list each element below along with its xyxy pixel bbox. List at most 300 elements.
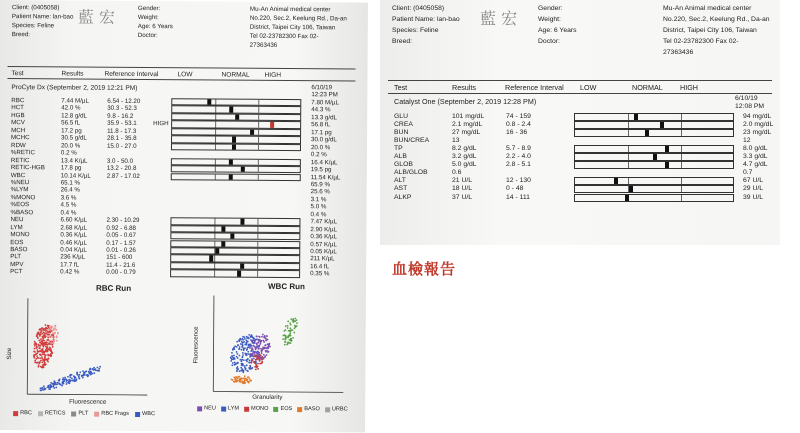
test-result: 4.5 % [60,201,77,209]
scatter-point [289,333,291,335]
legend-swatch [197,406,202,411]
clinic-fax: 27363436 [663,49,694,56]
test-result: 2.68 K/µL [60,224,88,232]
rbc-y-label: Size [5,347,14,360]
scatter-point [237,368,239,370]
scatter-point [36,335,38,337]
scatter-point [254,341,256,343]
doctor: Doctor: [538,38,560,45]
scatter-point [240,367,242,369]
reference-interval: 5.7 - 8.9 [506,145,531,153]
legend-item [273,406,292,413]
scatter-point [42,354,44,356]
previous-result: 39 U/L [743,193,764,201]
scatter-point [34,348,36,350]
previous-result: 0.2 % [310,151,327,159]
scatter-point [252,339,254,341]
reference-interval: 2.8 - 5.1 [506,161,531,169]
scatter-point [57,333,59,335]
scatter-point [247,351,249,353]
reference-interval: 3.0 - 50.0 [106,157,134,165]
result-marker [665,146,669,152]
scatter-point [42,339,44,341]
scatter-point [62,381,64,383]
col-results: Results [61,70,84,78]
legend-item [297,406,320,413]
scatter-point [38,364,40,366]
range-gauge [574,121,734,129]
scatter-point [284,344,286,346]
legend-item [221,406,239,413]
test-name: MONO [10,231,30,239]
scatter-point [49,385,51,387]
test-name: MCHC [11,134,30,142]
previous-result: 2.0 mg/dL [743,121,774,129]
table-row [388,161,773,168]
test-result: 0.6 [452,169,462,177]
test-name: %LYM [10,186,29,194]
rbc-run-title: RBC Run [95,283,132,293]
table-row [388,153,773,160]
scatter-point [267,351,269,353]
table-row [388,145,773,152]
scatter-point [78,375,80,377]
scatter-point [45,348,47,350]
scatter-point [262,334,264,336]
scatter-point [253,355,255,357]
species: Species: Feline [392,27,439,34]
scatter-point [47,358,49,360]
test-result: 65.1 % [60,179,81,187]
scatter-point [261,351,263,353]
scatter-point [55,329,57,331]
result-marker [241,219,245,224]
previous-result: 0.36 K/µL [310,233,338,241]
history-date: 6/10/19 [311,84,333,92]
scatter-point [36,355,38,357]
scatter-point [33,354,35,356]
scatter-point [63,380,65,382]
scatter-point [73,376,75,378]
previous-result: 44.3 % [311,106,331,114]
scatter-point [64,378,66,380]
scatter-point [250,345,252,347]
legend-item [13,410,32,417]
scatter-point [285,337,287,339]
scatter-point [263,340,265,342]
test-result: 17.2 pg [61,127,82,135]
scatter-point [43,360,45,362]
scatter-point [282,338,284,340]
previous-result: 17.1 pg [311,128,332,137]
scatter-point [237,353,239,355]
range-gauge [574,113,734,121]
scatter-point [244,338,246,340]
test-name: RDW [10,141,26,149]
scatter-point [239,380,241,382]
scatter-point [45,333,47,335]
scatter-point [47,385,49,387]
reference-interval: 151 - 600 [106,254,133,262]
previous-result: 67 U/L [743,177,764,185]
scatter-point [57,382,59,384]
scatter-point [75,379,77,381]
scatter-point [239,346,241,348]
scatter-point [252,359,254,361]
scatter-point [242,354,244,356]
previous-result: 23 mg/dL [743,129,772,137]
scatter-point [92,368,94,370]
scatter-point [290,318,292,320]
scatter-point [287,327,289,329]
test-name: RETIC-HGB [10,164,45,172]
test-name: PCT [10,268,23,276]
previous-result: 13.3 g/dL [311,114,338,122]
previous-result: 12 [743,137,751,145]
scatter-point [261,356,263,358]
reference-interval: 0.05 - 0.67 [106,231,136,240]
test-result: 0.36 K/µL [60,231,88,239]
scatter-point [58,380,60,382]
scatter-point [239,370,241,372]
test-name: GLU [394,113,408,120]
client-label: Client: (0405058) [392,5,445,12]
rbc-x-label: Fluorescence [69,398,107,406]
scatter-point [41,356,43,358]
scatter-point [243,336,245,338]
result-marker [209,256,213,261]
scatter-point [242,352,244,354]
reference-interval: 11.4 - 21.6 [106,261,136,269]
previous-result: 0.7 [743,169,753,177]
scatter-point [79,371,81,373]
scatter-point [40,333,42,335]
scatter-point [242,371,244,373]
scatter-point [39,345,41,347]
scatter-point [50,342,52,344]
test-name: %EOS [10,201,30,209]
test-name: ALKP [394,193,412,201]
scatter-point [42,344,44,346]
test-name: ALB [394,153,407,161]
test-result: 3.2 g/dL [452,153,477,161]
range-gauge [574,153,734,161]
scatter-point [248,353,250,355]
reference-interval: 28.1 - 35.8 [107,135,137,143]
scatter-point [35,347,37,349]
clinic-fax: 27363436 [249,41,278,49]
test-name: MPV [10,260,24,269]
scatter-point [249,378,251,380]
clinic-name: Mu-An Animal medical center [663,5,752,12]
reference-interval: 35.9 - 53.1 [107,120,137,128]
scatter-point [44,362,46,364]
scatter-point [244,379,246,381]
test-name: %BASO [10,208,34,216]
scatter-point [250,380,252,382]
scatter-point [257,363,259,365]
scatter-point [288,335,290,337]
scatter-point [39,335,41,337]
scatter-point [85,374,87,376]
scatter-point [237,344,239,346]
test-result: 30.5 g/dL [61,134,87,142]
reference-interval: 13.2 - 20.8 [106,164,137,173]
scatter-point [232,349,234,351]
test-result: 13.4 K/µL [60,157,88,165]
scatter-point [290,327,292,329]
previous-result: 16.4 K/µL [310,158,338,166]
reference-interval: 0.8 - 2.4 [506,121,531,129]
scatter-point [42,366,44,368]
reference-interval: 74 - 159 [506,113,531,120]
scatter-point [51,326,53,328]
scatter-point [49,340,51,342]
rbc-run-scatter [11,294,152,415]
range-gauge [574,161,734,169]
scatter-point [71,378,73,380]
legend-item [71,411,88,418]
test-name: MCV [11,119,25,127]
scatter-point [39,347,41,349]
scatter-point [40,338,42,340]
scatter-point [53,340,55,342]
scatter-point [40,328,42,330]
scatter-point [67,382,69,384]
legend-swatch [94,411,99,416]
scatter-point [242,368,244,370]
result-marker [653,154,657,160]
scatter-point [50,330,52,332]
scatter-point [45,354,47,356]
test-result: 236 K/µL [60,253,86,262]
test-name: %NEU [10,179,30,187]
scatter-point [93,372,95,374]
legend-label: MONO [251,405,269,412]
handwritten-signature: 藍 宏 [480,9,518,28]
legend-swatch [273,407,278,412]
doctor: Doctor: [137,31,158,40]
scatter-point [230,357,232,359]
test-result: 12.8 g/dL [61,112,88,120]
scatter-point [239,340,241,342]
result-marker [228,174,232,179]
scatter-point [244,365,246,367]
result-marker [625,195,629,201]
scatter-point [251,355,253,357]
patient-name: Patient Name: lan-bao [11,13,74,21]
result-marker [629,186,633,192]
scatter-point [44,358,46,360]
scatter-point [250,368,252,370]
scatter-point [246,348,248,350]
weight: Weight: [137,13,159,22]
scatter-point [240,370,242,372]
wbc-y-label: Fluorescence [192,326,200,364]
scatter-point [237,362,239,364]
legend-swatch [71,411,76,416]
gender: Gender: [538,5,563,12]
previous-result: 5.0 % [310,203,327,211]
scatter-point [292,337,294,339]
test-name: GLOB [394,161,413,169]
scatter-point [286,336,288,338]
col-test: Test [11,70,24,78]
scatter-point [246,337,248,339]
legend-label: EOS [280,405,293,413]
scatter-point [51,340,53,342]
scatter-point [296,322,298,324]
scatter-point [259,340,261,342]
scatter-point [287,321,289,323]
legend-label: RBC Frags [101,410,129,417]
clinic-address-2: District, Taipei City 106, Taiwan [249,23,336,32]
handwritten-signature: 藍 宏 [77,7,116,27]
range-gauge [574,194,734,202]
table-row [388,185,773,192]
clinic-address-2: District, Taipei City 106, Taiwan [663,27,757,34]
previous-result: 29 U/L [743,185,764,193]
scatter-point [49,388,51,390]
scatter-point [99,366,101,368]
scatter-point [241,345,243,347]
result-marker [250,130,254,135]
scatter-point [65,381,67,383]
test-result: 8.2 g/dL [452,145,477,153]
scatter-point [285,341,287,343]
scatter-point [291,329,293,331]
col-reference: Reference Interval [104,70,159,79]
scatter-point [231,359,233,361]
result-marker [208,99,212,104]
scatter-point [50,382,52,384]
reference-interval: 16 - 36 [506,129,528,137]
scatter-point [240,339,242,341]
reference-interval: 14 - 111 [506,193,530,201]
history-time: 12:08 PM [735,103,765,110]
table-row [388,194,773,201]
species: Species: Feline [11,22,55,30]
scatter-point [34,342,36,344]
scatter-point [38,333,40,335]
scatter-point [38,366,40,368]
scatter-point [253,358,255,360]
reference-interval: 2.87 - 17.02 [106,172,140,180]
scatter-point [64,377,66,379]
scatter-point [39,350,41,352]
scatter-point [236,341,238,343]
scatter-point [266,335,268,337]
table-row [6,268,356,278]
scatter-point [34,345,36,347]
gender: Gender: [137,4,161,13]
legend-item [325,406,348,413]
reference-interval: 0.01 - 0.26 [106,246,136,254]
legend-label: RBC [20,410,32,417]
scatter-point [55,382,57,384]
scatter-point [256,344,258,346]
previous-result: 65.9 % [310,181,331,189]
scatter-point [54,333,56,335]
weight: Weight: [538,16,561,23]
scatter-point [42,364,44,366]
scatter-point [83,374,85,376]
scatter-point [291,339,293,341]
scatter-point [66,383,68,385]
scatter-point [37,336,39,338]
scatter-point [247,347,249,349]
test-name: CREA [394,121,413,129]
test-result: 7.44 M/µL [61,97,89,105]
divider [7,78,355,81]
scatter-point [39,357,41,359]
previous-result: 0.4 % [310,210,327,219]
divider [388,93,772,94]
test-result: 6.60 K/µL [60,216,88,224]
test-result: 101 mg/dL [452,113,485,120]
scatter-point [93,367,95,369]
scatter-point [253,351,255,353]
scatter-point [261,352,263,354]
scatter-point [249,347,251,349]
scatter-point [236,346,238,348]
scatter-point [52,332,54,334]
scatter-point [37,357,39,359]
previous-result: 4.7 g/dL [743,161,768,169]
wbc-run-title: WBC Run [267,281,305,292]
scatter-point [233,376,235,378]
scatter-point [295,326,297,328]
scatter-point [287,343,289,345]
previous-result: 0.05 K/µL [310,248,337,256]
legend-label: PLT [78,410,89,417]
test-name: ALT [394,177,406,185]
previous-result: 3.1 % [310,196,327,204]
age: Age: 6 Years [538,27,577,34]
test-name: BASO [10,246,28,254]
scatter-point [50,349,52,351]
scatter-point [265,351,267,353]
scatter-point [89,369,91,371]
scatter-point [248,343,250,345]
procyte-report-sheet [0,0,368,433]
scatter-point [261,361,263,363]
scatter-point [55,386,57,388]
test-name: BUN [394,129,409,137]
legend-label: WBC [141,411,156,418]
reference-interval: 2.2 - 4.0 [506,153,531,161]
reference-interval: 0.92 - 6.88 [106,224,137,232]
scatter-point [242,356,244,358]
scatter-point [239,355,241,357]
test-result: 0.2 % [60,149,77,157]
scatter-point [255,368,257,370]
scatter-point [241,359,243,361]
table-row [388,129,773,136]
previous-result: 16.4 fL [310,263,330,271]
patient-name: Patient Name: lan-bao [392,16,460,23]
scatter-point [289,322,291,324]
result-marker [665,162,669,168]
table-row [388,113,773,120]
col-results: Results [452,83,476,92]
clinic-address-1: No.220, Sec.2, Keelung Rd., Da-an [663,16,770,23]
reference-interval: 30.3 - 52.3 [107,105,137,113]
scatter-point [287,325,289,327]
scatter-point [42,346,44,348]
scatter-point [38,344,40,346]
divider [8,66,356,69]
